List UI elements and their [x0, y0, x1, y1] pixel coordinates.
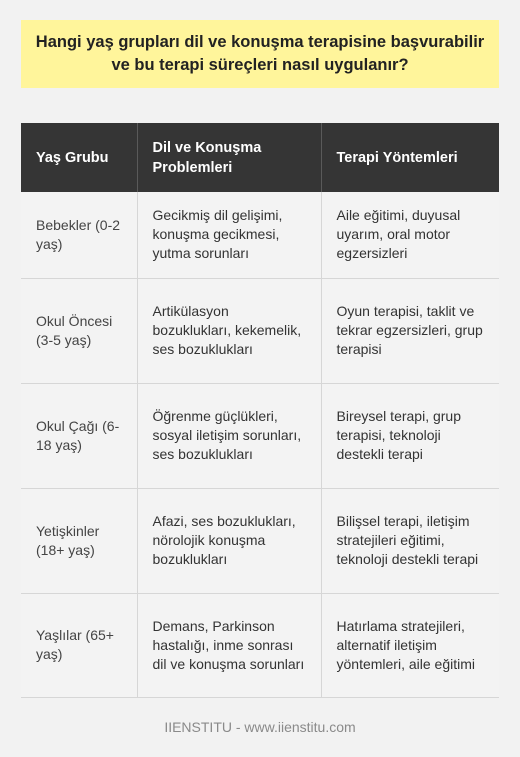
cell-age-group: Okul Öncesi (3-5 yaş) [21, 278, 137, 383]
header-age-group: Yaş Grubu [21, 123, 137, 192]
table-row [21, 278, 499, 383]
cell-age-group: Yetişkinler (18+ yaş) [21, 488, 137, 593]
cell-problems: Öğrenme güçlükleri, sosyal iletişim sorunları, ses bozuklukları [137, 383, 321, 488]
cell-age-group: Okul Çağı (6-18 yaş) [21, 383, 137, 488]
cell-methods: Oyun terapisi, taklit ve tekrar egzersizleri, grup terapisi [321, 278, 499, 383]
cell-problems: Demans, Parkinson hastalığı, inme sonrası dil ve konuşma sorunları [137, 593, 321, 697]
header-methods: Terapi Yöntemleri [321, 123, 499, 192]
title-line-2: ve bu terapi süreçleri nasıl uygulanır? [111, 56, 409, 74]
cell-problems: Gecikmiş dil gelişimi, konuşma gecikmesi, yutma sorunları [137, 192, 321, 278]
table-row [21, 593, 499, 697]
cell-methods: Hatırlama stratejileri, alternatif iletişim yöntemleri, aile eğitimi [321, 593, 499, 697]
table-row [21, 383, 499, 488]
cell-age-group: Bebekler (0-2 yaş) [21, 192, 137, 278]
cell-problems: Afazi, ses bozuklukları, nörolojik konuşma bozuklukları [137, 488, 321, 593]
title-line-1: Hangi yaş grupları dil ve konuşma terapisine başvurabilir [35, 33, 485, 51]
cell-problems: Artikülasyon bozuklukları, kekemelik, ses bozuklukları [137, 278, 321, 383]
cell-methods: Bilişsel terapi, iletişim stratejileri eğitimi, teknoloji destekli terapi [321, 488, 499, 593]
footer-credit: IIENSTITU - www.iienstitu.com [164, 719, 356, 735]
table-row [21, 488, 499, 593]
title-banner [21, 20, 499, 88]
cell-methods: Bireysel terapi, grup terapisi, teknoloji destekli terapi [321, 383, 499, 488]
cell-age-group: Yaşlılar (65+ yaş) [21, 593, 137, 697]
age-therapy-table [21, 123, 499, 698]
table-row [21, 192, 499, 278]
header-problems: Dil ve Konuşma Problemleri [137, 123, 321, 192]
cell-methods: Aile eğitimi, duyusal uyarım, oral motor egzersizleri [321, 192, 499, 278]
table-header-row [21, 123, 499, 192]
